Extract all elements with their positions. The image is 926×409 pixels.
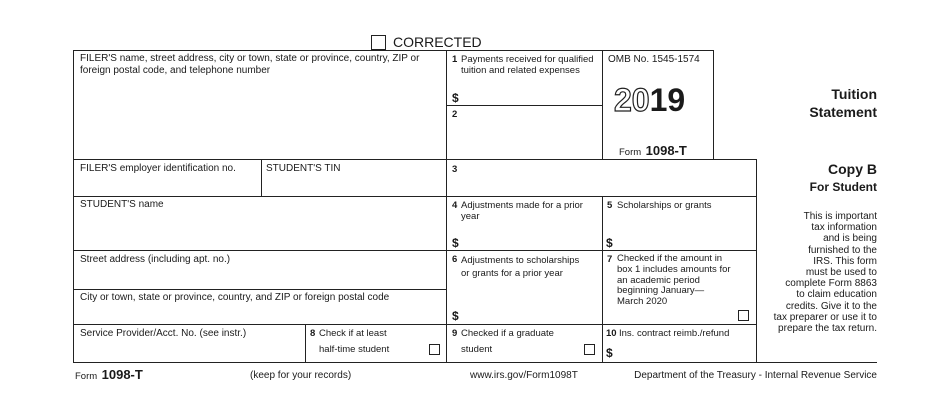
title-tuition: Tuition	[831, 86, 877, 102]
box8-number: 8	[310, 328, 316, 339]
box10-dollar: $	[606, 346, 613, 360]
filer-ein-label: FILER'S employer identification no.	[80, 163, 236, 174]
student-name-label: STUDENT'S name	[80, 199, 164, 210]
title-statement: Statement	[809, 104, 877, 120]
box9-label-2: student	[461, 344, 493, 355]
box5-label: Scholarships or grants	[617, 200, 712, 211]
box5-dollar: $	[606, 236, 613, 250]
tax-year-bold: 19	[649, 82, 686, 118]
box8-label: Check if at least	[319, 328, 387, 339]
box9-label: Checked if a graduate	[461, 328, 554, 339]
city-label: City or town, state or province, country, and ZIP or foreign postal code	[80, 292, 390, 303]
service-provider-label: Service Provider/Acct. No. (see instr.)	[80, 328, 247, 339]
corrected-checkbox[interactable]	[371, 35, 386, 50]
omb-number: OMB No. 1545-1574	[608, 54, 700, 65]
copy-b: Copy B	[828, 161, 877, 177]
for-student: For Student	[809, 180, 877, 194]
box1-dollar: $	[452, 91, 459, 105]
box8-label-2: half-time student	[319, 344, 390, 355]
footer-url[interactable]: www.irs.gov/Form1098T	[470, 370, 578, 381]
box4-number: 4	[452, 200, 458, 211]
tax-year	[614, 82, 685, 118]
box7-number: 7	[607, 254, 613, 265]
box1-number: 1	[452, 54, 458, 65]
box1-label: Payments received for qualified tuition and related expenses	[461, 54, 594, 76]
box4-dollar: $	[452, 236, 459, 250]
box10-number: 10	[606, 328, 617, 339]
omb-form-name: Form 1098-T	[619, 143, 687, 158]
filer-name-label: FILER'S name, street address, city or town, state or province, country, ZIP or foreign postal code, and telephone number	[80, 53, 420, 76]
footer-keep: (keep for your records)	[250, 370, 352, 381]
footer-department: Department of the Treasury - Internal Revenue Service	[634, 370, 877, 381]
box8-checkbox[interactable]	[429, 344, 440, 355]
box10-label: Ins. contract reimb./refund	[619, 328, 730, 339]
box4-label: Adjustments made for a prior year	[461, 200, 583, 222]
tax-notice: This is important tax information and is being furnished to the IRS. This form must be used to complete Form 8863 to claim education credits. Give it to the tax preparer or use it to prepare the tax return.	[773, 211, 877, 335]
box7-label: Checked if the amount in box 1 includes amounts for an academic period beginning January— March 2020	[617, 253, 731, 308]
box9-checkbox[interactable]	[584, 344, 595, 355]
corrected-label: CORRECTED	[393, 34, 482, 50]
box3-number: 3	[452, 164, 458, 175]
student-tin-label: STUDENT'S TIN	[266, 163, 341, 174]
box6-number: 6	[452, 254, 458, 265]
box2-number: 2	[452, 109, 458, 120]
footer-form-name: Form 1098-T	[75, 367, 143, 382]
street-address-label: Street address (including apt. no.)	[80, 254, 231, 265]
box6-dollar: $	[452, 309, 459, 323]
box7-checkbox[interactable]	[738, 310, 749, 321]
box9-number: 9	[452, 328, 458, 339]
tax-year-outline: 20	[614, 82, 650, 118]
box6-label: Adjustments to scholarships or grants for a prior year	[461, 255, 580, 279]
box5-number: 5	[607, 200, 613, 211]
